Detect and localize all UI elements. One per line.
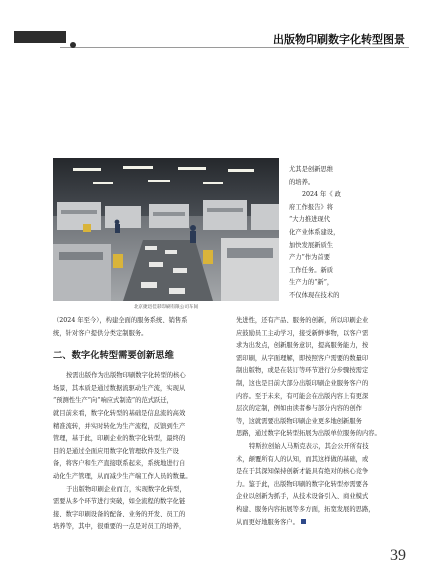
text-line-last <box>236 517 381 530</box>
header-bar <box>14 31 66 43</box>
text-line: 统，针对客户提供分类定制服务。 <box>53 329 148 337</box>
right-narrow-column <box>289 164 341 303</box>
text-line: 加快发展新质生 <box>289 241 334 249</box>
text-line: 管理，基于此，印刷企业的数字化转型，最终的 <box>53 435 186 443</box>
text-line: 的培养。 <box>289 178 315 186</box>
text-line: “大力推进现代 <box>289 216 331 224</box>
text-line: 就目前来看，数字化转型的基础是信息流的高效 <box>53 409 186 417</box>
text-line: 求为出发点，创新服务意识，提高服务能力，按 <box>236 342 369 350</box>
page-number: 39 <box>390 547 406 564</box>
running-header-title: 出版物印刷数字化转型图景 <box>273 33 405 46</box>
text-line: 府工作报告》将 <box>289 203 334 211</box>
text-line: 需要从多个环节进行突破，如全流程的数字化链 <box>53 498 186 506</box>
workshop-illustration <box>53 158 279 301</box>
text-line: 化产业体系建设， <box>289 228 340 236</box>
text-line: 力。鉴于此，出版物印刷的数字化转型亦需要各 <box>236 480 369 488</box>
text-line: 制出版物，或是在装订等环节进行分步骤按需定 <box>236 367 369 375</box>
text-line: 术，颠覆所有人的认知，而其这样做的基础，或 <box>236 455 369 463</box>
text-line: 产力”作为首要 <box>289 254 331 262</box>
text-line: 备，将客户和生产直接联系起来，系统地进行自 <box>53 460 186 468</box>
left-column <box>53 315 192 534</box>
section-heading: 二、数字化转型需要创新思维 <box>53 350 174 362</box>
text-line: 场景，其本质是通过数据流驱动生产流，实现从 <box>53 384 186 392</box>
header-rule <box>60 47 409 48</box>
text-line: 企业以创新为抓手，从技术设备引入、商业模式 <box>236 493 369 501</box>
end-mark-icon <box>301 519 306 524</box>
text-line: 接、数字印刷设备的配备、业务的开发、员工的 <box>53 510 186 518</box>
text-line: 尤其是创新思维 <box>289 166 334 173</box>
text-line: 先进性，还有产品、服务的创新，所以印刷企业 <box>236 317 369 324</box>
text-line: 是在于其深知保持创新才能具有绝对的核心竞争 <box>236 468 369 476</box>
printing-workshop-photo <box>53 158 279 301</box>
text-line: 构建、服务内容拓展等多方面，拓宽发展的思路， <box>236 505 375 513</box>
text-line: 应鼓励员工主动学习，接受新鲜事物，以客户需 <box>236 329 369 337</box>
header-dot <box>70 42 76 48</box>
text-line: 动化生产管理，从而减少生产端工作人员的数量。 <box>53 472 192 480</box>
text-line: 思路，通过数字化转型拓展为出版单位服务的内容。 <box>236 430 381 438</box>
figure-caption: 北京捷迅佳彩印刷有限公司车间 <box>133 305 199 310</box>
text-line: 等，这就需要出版物印刷企业更多地创新服务 <box>236 417 362 425</box>
text-line: 精准流转，并实时转化为生产流程，反馈到生产 <box>53 422 186 430</box>
text-line: 目的是通过全面应用数字化管理软件及生产设 <box>53 447 179 455</box>
text-line: “预测性生产”向“响应式制造”的范式跃迁， <box>53 397 173 405</box>
text-line: 生产力的“新”， <box>289 279 334 287</box>
text-line: 特斯拉创始人马斯克表示，其会公开所有技 <box>249 442 369 450</box>
text-line: 按需出版作为出版物印刷数字化转型的核心 <box>66 372 186 380</box>
right-column <box>236 315 381 529</box>
text-line: 制，这也是目前大部分出版印刷企业服务客户的 <box>236 379 369 387</box>
text-line: （2024 年至今），构建全面的服务系统、销售系 <box>53 317 188 324</box>
text-line: 层次的定制，例如由读者参与部分内容的创作 <box>236 405 362 413</box>
text-line: 培养等，其中，很重要的一点是对员工的培养， <box>53 523 186 531</box>
text-line: 需印刷，从字面理解，即按照客户需要的数量印 <box>236 354 369 362</box>
text-line: 2024 年《 政 <box>302 191 341 199</box>
text-line: 工作任务。新质 <box>289 266 334 274</box>
text-line: 不仅体现在技术的 <box>289 291 340 299</box>
text-line: 内容。至于未来，有可能会在出版内容上有更深 <box>236 392 369 400</box>
text-line: 于出版物印刷企业而言，实现数字化转型， <box>66 485 186 493</box>
text-line: 从而更好地服务客户。 <box>236 518 299 526</box>
